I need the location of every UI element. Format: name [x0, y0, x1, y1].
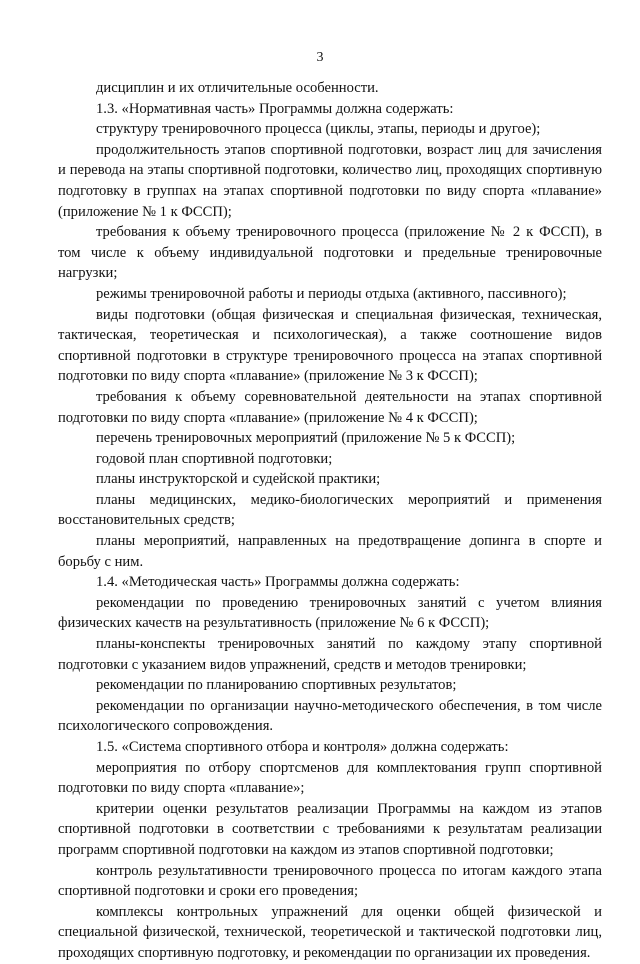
paragraph: контроль результативности тренировочного процесса по итогам каждого этапа спортивной подготовки и сроки его проведения;: [58, 862, 602, 900]
paragraph: планы-конспекты тренировочных занятий по каждому этапу спортивной подготовки с указанием видов упражнений, средств и методов тренировки;: [58, 636, 602, 673]
paragraph: требования к объему соревновательной деятельности на этапах спортивной подготовки по виду спорта «плавание» (приложение № 4 к ФССП);: [58, 388, 602, 426]
paragraph: дисциплин и их отличительные особенности.: [96, 80, 379, 96]
paragraph: комплексы контрольных упражнений для оценки общей физической и специальной физической, технической, теоретической и тактической подготовки лиц, проходящих спортивную подготовку, и рекомендации по организации их проведения.: [58, 903, 602, 961]
paragraph: критерии оценки результатов реализации Программы на каждом из этапов спортивной подготовки в соответствии с требованиями к результатам реализации программ спортивной подготовки на каждом из этапов спортивной подготовки;: [58, 800, 602, 858]
paragraph: мероприятия по отбору спортсменов для комплектования групп спортивной подготовки по виду спорта «плавание»;: [58, 759, 602, 797]
paragraph: требования к объему тренировочного процесса (приложение № 2 к ФССП), в том числе к объему индивидуальной подготовки и предельные тренировочные нагрузки;: [58, 224, 602, 282]
page-number: 3: [316, 50, 324, 65]
paragraph: продолжительность этапов спортивной подготовки, возраст лиц для зачисления и перевода на этапы спортивной подготовки, количество лиц, проходящих спортивную подготовку в группах на этапах спортивной подготовки по виду спорта «плавание» (приложение № 1 к ФССП);: [58, 141, 602, 220]
paragraph: 1.4. «Методическая часть» Программы должна содержать:: [96, 574, 460, 591]
paragraph: виды подготовки (общая физическая и специальная физическая, техническая, тактическая, теоретическая и психологическая), а также соотношение видов спортивной подготовки в структуре тренировочного процесса на этапах спортивной подготовки по виду спорта «плавание» (приложение № 3 к ФССП);: [58, 306, 602, 385]
paragraph: перечень тренировочных мероприятий (приложение № 5 к ФССП);: [96, 430, 516, 447]
body-text: [58, 78, 602, 964]
paragraph: рекомендации по проведению тренировочных занятий с учетом влияния физических качеств на результативность (приложение № 6 к ФССП);: [58, 594, 602, 632]
paragraph: режимы тренировочной работы и периоды отдыха (активного, пассивного);: [96, 285, 567, 302]
paragraph: 1.3. «Нормативная часть» Программы должна содержать:: [96, 100, 454, 117]
paragraph: планы инструкторской и судейской практики;: [96, 471, 381, 488]
paragraph: планы мероприятий, направленных на предотвращение допинга в спорте и борьбу с ним.: [58, 533, 602, 570]
paragraph: структуру тренировочного процесса (циклы, этапы, периоды и другое);: [96, 121, 541, 138]
paragraph: рекомендации по организации научно-методического обеспечения, в том числе психологического сопровождения.: [58, 697, 602, 735]
paragraph: планы медицинских, медико-биологических мероприятий и применения восстановительных средств;: [58, 491, 602, 529]
paragraph: годовой план спортивной подготовки;: [96, 450, 333, 467]
paragraph: 1.5. «Система спортивного отбора и контроля» должна содержать:: [96, 739, 509, 755]
paragraph: рекомендации по планированию спортивных результатов;: [96, 677, 457, 694]
